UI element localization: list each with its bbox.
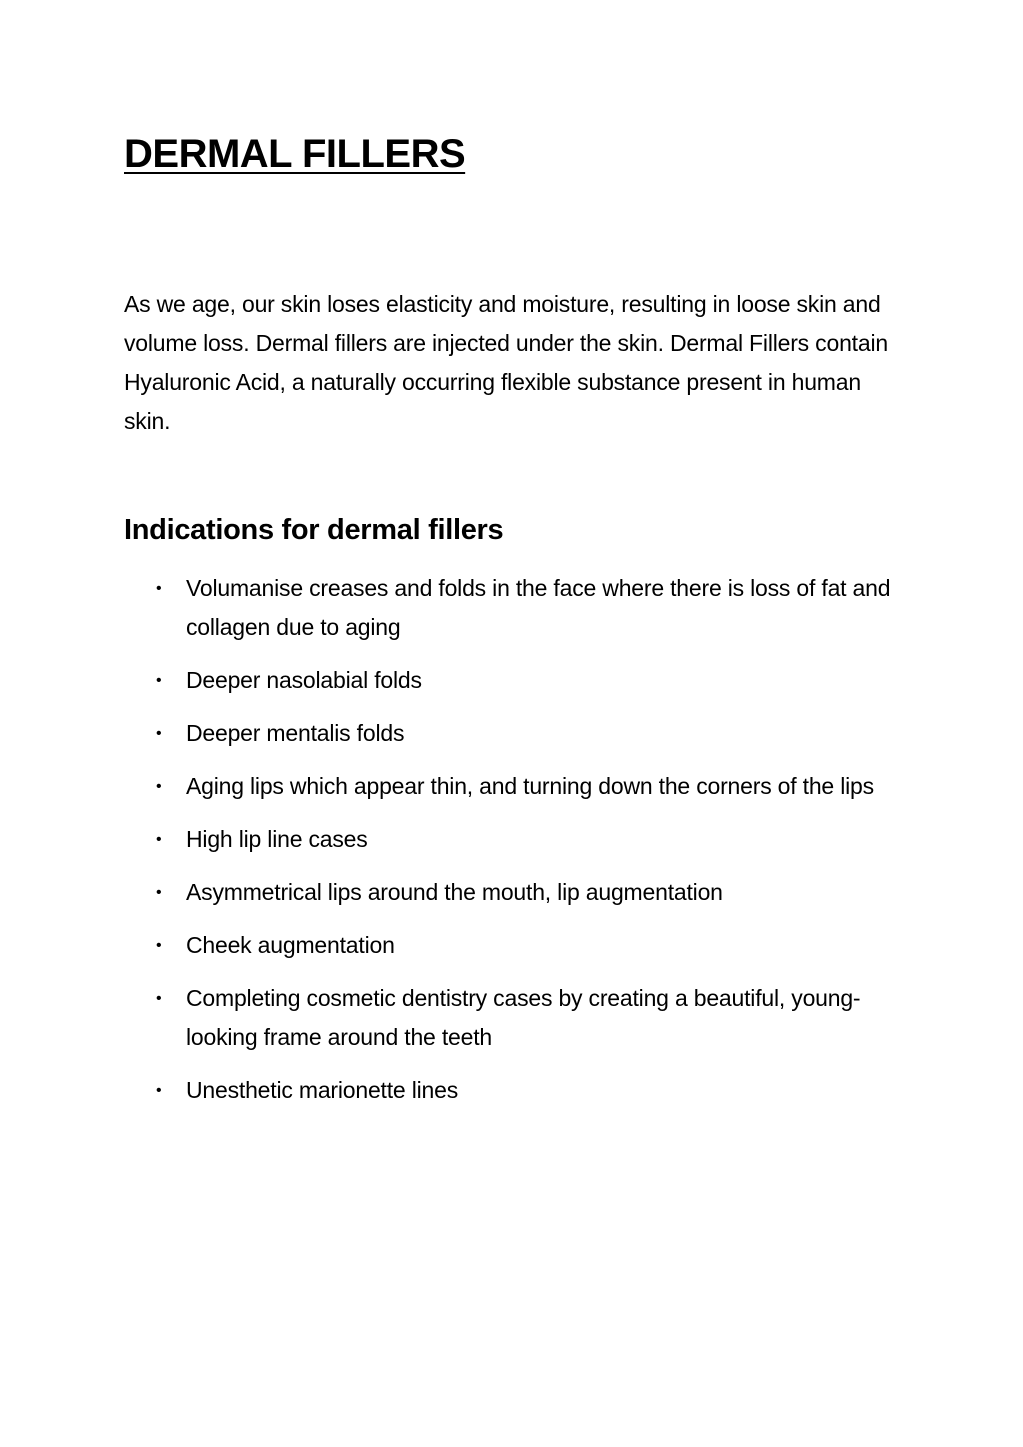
list-item-text: Cheek augmentation [186, 932, 395, 958]
list-item [124, 979, 904, 1057]
list-item [124, 714, 904, 753]
list-item-text: High lip line cases [186, 826, 368, 852]
list-item [124, 873, 904, 912]
bullet-icon: • [156, 725, 162, 742]
list-item [124, 661, 904, 700]
bullet-icon: • [156, 990, 162, 1007]
bullet-icon: • [156, 884, 162, 901]
page-title: DERMAL FILLERS [124, 132, 466, 176]
list-item [124, 820, 904, 859]
list-item-text: Asymmetrical lips around the mouth, lip augmentation [186, 879, 723, 905]
indications-list [124, 569, 904, 1124]
section-heading: Indications for dermal fillers [124, 514, 504, 546]
list-item [124, 926, 904, 965]
bullet-icon: • [156, 778, 162, 795]
list-item-text: Completing cosmetic dentistry cases by creating a beautiful, young-looking frame around the teeth [186, 985, 861, 1050]
bullet-icon: • [156, 1082, 162, 1099]
bullet-icon: • [156, 831, 162, 848]
intro-paragraph: As we age, our skin loses elasticity and moisture, resulting in loose skin and volume loss. Dermal fillers are injected under the skin. Dermal Fillers contain Hyaluronic Acid, a naturally occurring flexible substance present in human skin. [124, 291, 888, 434]
list-item-text: Volumanise creases and folds in the face where there is loss of fat and collagen due to aging [186, 575, 891, 640]
list-item-text: Deeper nasolabial folds [186, 667, 422, 693]
bullet-icon: • [156, 580, 162, 597]
list-item-text: Unesthetic marionette lines [186, 1077, 459, 1103]
list-item-text: Aging lips which appear thin, and turning down the corners of the lips [186, 773, 874, 799]
list-item [124, 767, 904, 806]
list-item [124, 1071, 904, 1110]
list-item-text: Deeper mentalis folds [186, 720, 405, 746]
list-item [124, 569, 904, 647]
bullet-icon: • [156, 672, 162, 689]
bullet-icon: • [156, 937, 162, 954]
